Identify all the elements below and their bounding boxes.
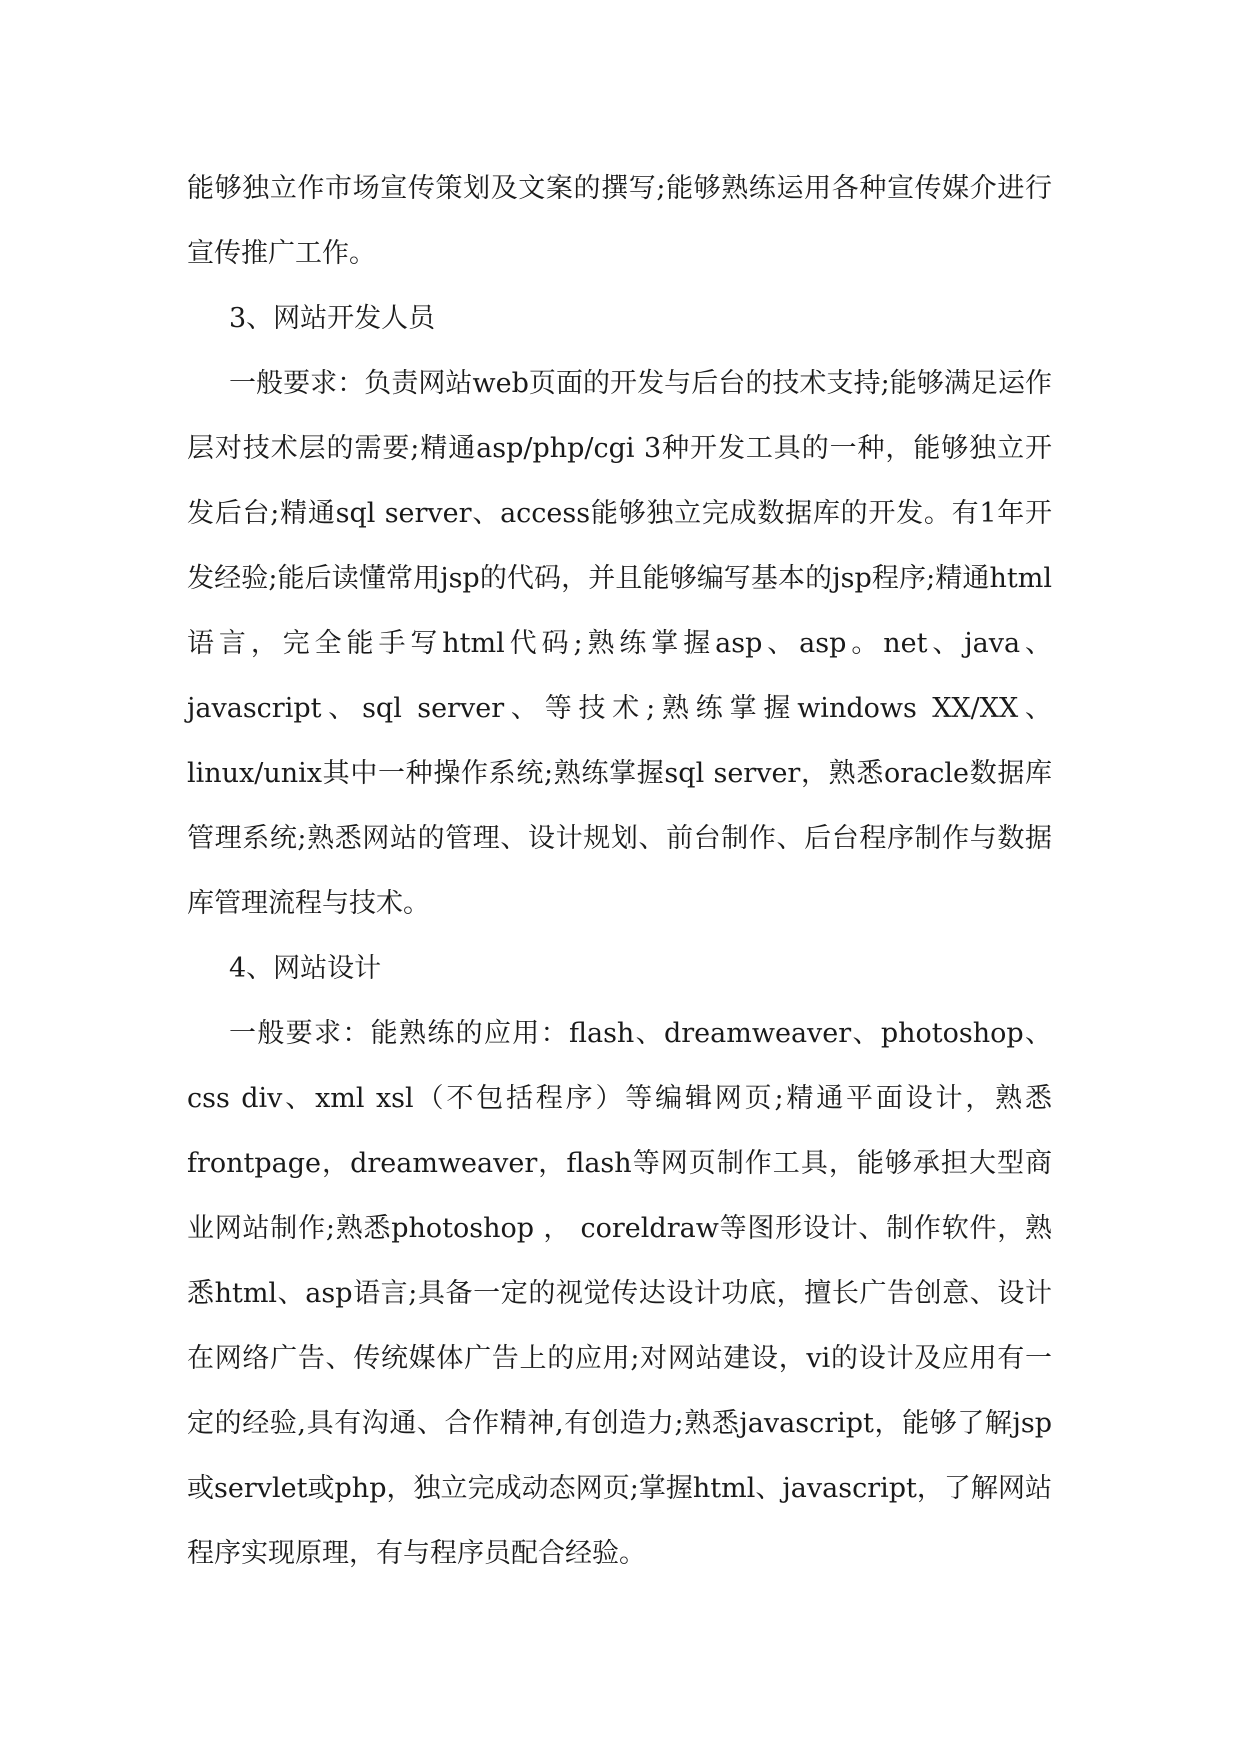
heading-web-designer: 4、网站设计 xyxy=(229,953,382,984)
paragraph-web-developer-requirements: 一般要求：负责网站web页面的开发与后台的技术支持;能够满足运作层对技术层的需要;精通asp/php/cgi 3种开发工具的一种，能够独立开发后台;精通sql server、access能够独立完成数据库的开发。有1年开发经验;能后读懂常用jsp的代码，并且能够编写基本的jsp程序;精通html语言，完全能手写html代码;熟练掌握asp、asp。net、java、javascript、sql server、等技术;熟练掌握windows XX/XX、linux/unix其中一种操作系统;熟练掌握sql server，熟悉oracle数据库管理系统;熟悉网站的管理、设计规划、前台制作、后台程序制作与数据库管理流程与技术。 xyxy=(187,368,1052,919)
paragraph-marketing-duties: 能够独立作市场宣传策划及文案的撰写;能够熟练运用各种宣传媒介进行宣传推广工作。 xyxy=(187,173,1052,269)
paragraph-web-designer-requirements: 一般要求：能熟练的应用：flash、dreamweaver、photoshop、css div、xml xsl（不包括程序）等编辑网页;精通平面设计，熟悉frontpage，dreamweaver，flash等网页制作工具，能够承担大型商业网站制作;熟悉photoshop ， coreldraw等图形设计、制作软件，熟悉html、asp语言;具备一定的视觉传达设计功底，擅长广告创意、设计在网络广告、传统媒体广告上的应用;对网站建设，vi的设计及应用有一定的经验,具有沟通、合作精神,有创造力;熟悉javascript，能够了解jsp或servlet或php，独立完成动态网页;掌握html、javascript，了解网站程序实现原理，有与程序员配合经验。 xyxy=(187,1018,1052,1569)
document-body xyxy=(187,156,1052,1586)
heading-web-developer: 3、网站开发人员 xyxy=(229,303,436,334)
